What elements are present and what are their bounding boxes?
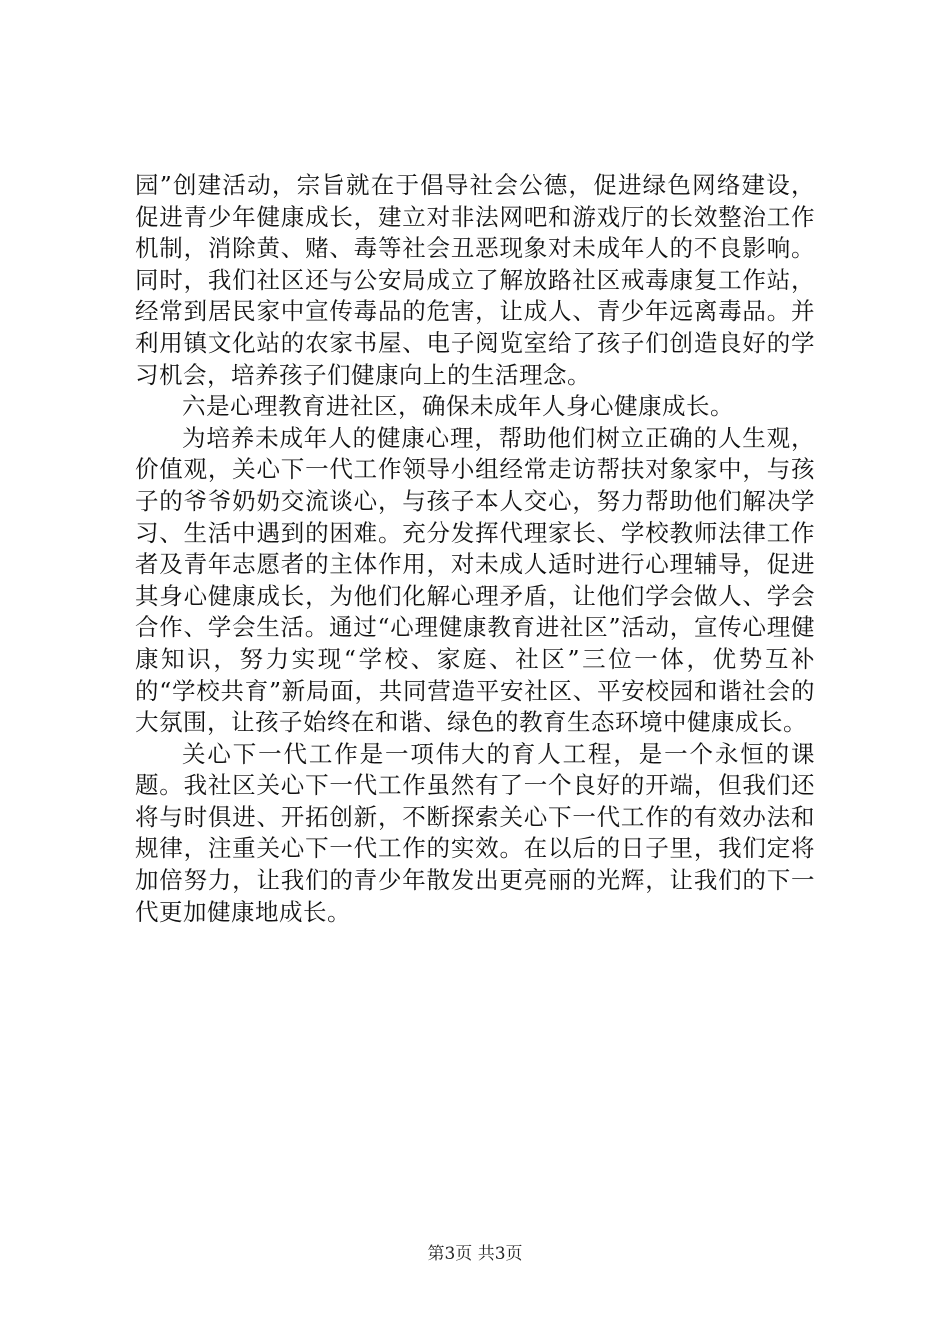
document-body: [135, 170, 815, 928]
page-number-label: 第3页 共3页: [427, 1244, 523, 1264]
paragraph-4: 关心下一代工作是一项伟大的育人工程，是一个永恒的课题。我社区关心下一代工作虽然有了一个良好的开端，但我们还将与时俱进、开拓创新，不断探索关心下一代工作的有效办法和规律，注重关心下一代工作的实效。在以后的日子里，我们定将加倍努力，让我们的青少年散发出更亮丽的光辉，让我们的下一代更加健康地成长。: [135, 739, 815, 926]
paragraph-1: 园”创建活动，宗旨就在于倡导社会公德，促进绿色网络建设，促进青少年健康成长，建立对非法网吧和游戏厅的长效整治工作机制，消除黄、赌、毒等社会丑恶现象对未成年人的不良影响。同时，我们社区还与公安局成立了解放路社区戒毒康复工作站，经常到居民家中宣传毒品的危害，让成人、青少年远离毒品。并利用镇文化站的农家书屋、电子阅览室给了孩子们创造良好的学习机会，培养孩子们健康向上的生活理念。: [135, 171, 815, 389]
paragraph-2-heading: 六是心理教育进社区，确保未成年人身心健康成长。: [182, 392, 734, 421]
page-footer: [0, 1244, 950, 1264]
paragraph-3: 为培养未成年人的健康心理，帮助他们树立正确的人生观，价值观，关心下一代工作领导小组经常走访帮扶对象家中，与孩子的爷爷奶奶交流谈心，与孩子本人交心，努力帮助他们解决学习、生活中遇到的困难。充分发挥代理家长、学校教师法律工作者及青年志愿者的主体作用，对未成人适时进行心理辅导，促进其身心健康成长，为他们化解心理矛盾，让他们学会做人、学会合作、学会生活。通过“心理健康教育进社区”活动，宣传心理健康知识，努力实现“学校、家庭、社区”三位一体，优势互补的“学校共育”新局面，共同营造平安社区、平安校园和谐社会的大氛围，让孩子始终在和谐、绿色的教育生态环境中健康成长。: [135, 423, 815, 737]
